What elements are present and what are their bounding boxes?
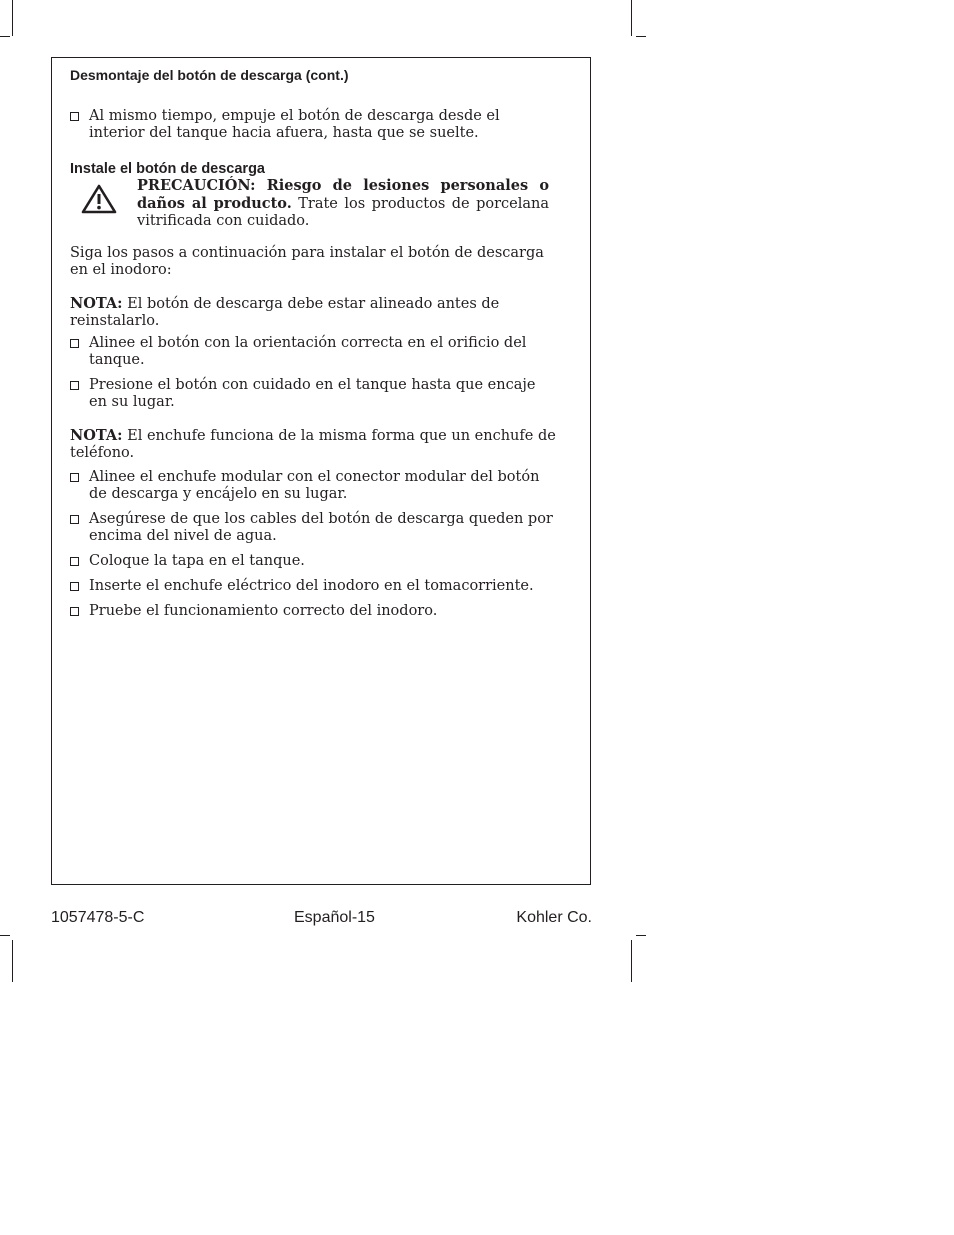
caution-label: PRECAUCIÓN: Riesgo de lesiones personales o daños al producto.: [137, 177, 549, 212]
list-item-text: Inserte el enchufe eléctrico del inodoro en el tomacorriente.: [89, 578, 534, 594]
list-item-text: Pruebe el funcionamiento correcto del inodoro.: [89, 603, 438, 619]
checkbox-icon: [70, 473, 79, 482]
crop-mark: [12, 0, 13, 36]
crop-mark: [631, 940, 632, 982]
checkbox-icon: [70, 112, 79, 121]
caution-notice: [137, 177, 549, 230]
list-item: [70, 578, 556, 595]
list-item: [70, 553, 556, 570]
crop-mark: [631, 0, 632, 36]
list-item: [70, 108, 556, 142]
crop-mark: [636, 36, 646, 37]
list-item-text: Alinee el enchufe modular con el conector modular del botón de descarga y encájelo en su lugar.: [89, 469, 540, 502]
crop-mark: [0, 36, 10, 37]
note-text: El enchufe funciona de la misma forma que un enchufe de teléfono.: [70, 428, 556, 461]
crop-mark: [0, 935, 10, 936]
list-item: [70, 469, 556, 503]
checkbox-icon: [70, 515, 79, 524]
warning-triangle-icon: [81, 184, 117, 214]
footer-company: Kohler Co.: [516, 909, 592, 926]
checkbox-icon: [70, 339, 79, 348]
crop-mark: [12, 940, 13, 982]
list-item-text: Alinee el botón con la orientación correcta en el orificio del tanque.: [89, 335, 527, 368]
footer-page-number: Español-15: [294, 909, 375, 926]
list-item: [70, 511, 556, 545]
checkbox-icon: [70, 557, 79, 566]
list-item: [70, 335, 556, 369]
install-heading: Instale el botón de descarga: [70, 161, 265, 177]
intro-paragraph: Siga los pasos a continuación para instalar el botón de descarga en el inodoro:: [70, 245, 544, 278]
list-item-text: Al mismo tiempo, empuje el botón de descarga desde el interior del tanque hacia afuera, hasta que se suelte.: [89, 108, 500, 141]
checkbox-icon: [70, 582, 79, 591]
list-item-text: Presione el botón con cuidado en el tanque hasta que encaje en su lugar.: [89, 377, 536, 410]
note-paragraph: [70, 427, 562, 462]
caution-text: Trate los productos de porcelana vitrificada con cuidado.: [137, 196, 549, 229]
section-title: Desmontaje del botón de descarga (cont.): [70, 67, 349, 83]
list-item: [70, 603, 556, 620]
checkbox-icon: [70, 381, 79, 390]
note-text: El botón de descarga debe estar alineado antes de reinstalarlo.: [70, 296, 500, 329]
note-label: NOTA:: [70, 295, 123, 312]
list-item-text: Asegúrese de que los cables del botón de descarga queden por encima del nivel de agua.: [89, 511, 553, 544]
list-item-text: Coloque la tapa en el tanque.: [89, 553, 305, 569]
list-item: [70, 377, 556, 411]
note-label: NOTA:: [70, 427, 123, 444]
crop-mark: [636, 935, 646, 936]
content-frame: [51, 57, 591, 885]
note-paragraph: [70, 295, 562, 330]
footer-doc-number: 1057478-5-C: [51, 909, 145, 926]
checkbox-icon: [70, 607, 79, 616]
